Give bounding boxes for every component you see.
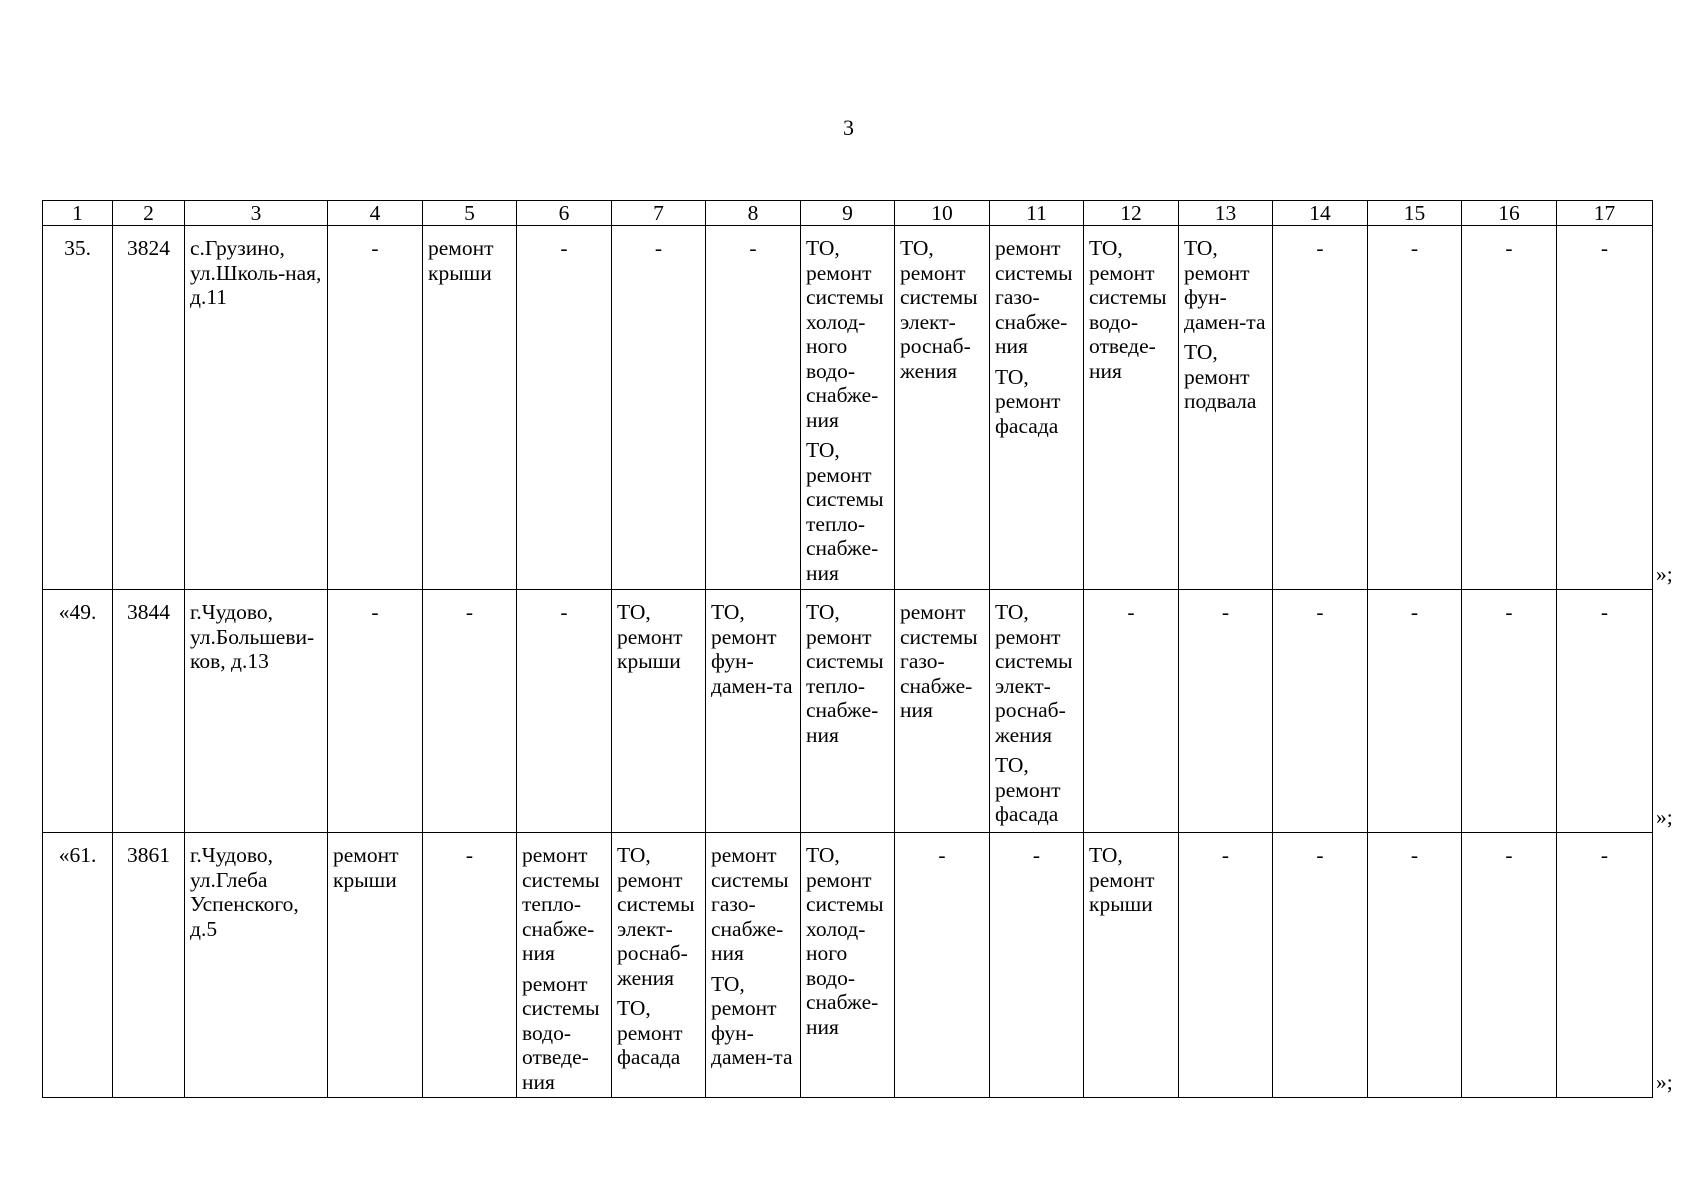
address-cell: г.Чудово, ул.Глеба Успенского, д.5 [185, 833, 328, 1098]
work-entry: ремонт системы тепло-снабже-ния [522, 843, 600, 965]
work-entry: - [1127, 600, 1135, 624]
work-entry: - [1032, 843, 1041, 867]
work-cell [990, 833, 1084, 1098]
work-cell [706, 590, 801, 833]
work-cell [801, 833, 895, 1098]
column-header: 8 [706, 201, 801, 226]
work-cell [1462, 226, 1557, 590]
work-cell [328, 833, 423, 1098]
work-entry: ТО, ремонт фасада [995, 753, 1061, 826]
work-entry: ремонт системы газо-снабже-ния [995, 236, 1073, 358]
column-header: 3 [185, 201, 328, 226]
work-entry: ТО, ремонт системы тепло-снабже-ния [806, 600, 884, 747]
column-header: 13 [1179, 201, 1273, 226]
work-cell [1084, 590, 1179, 833]
work-entry: - [1505, 843, 1513, 867]
table-row [43, 590, 1653, 833]
work-entry: ТО, ремонт системы элект-роснаб-жения [617, 843, 695, 990]
work-cell [1557, 590, 1653, 833]
column-number-row [43, 201, 1653, 226]
work-entry: - [1505, 600, 1513, 624]
column-header: 16 [1462, 201, 1557, 226]
column-header: 5 [423, 201, 517, 226]
work-entry: - [371, 236, 379, 260]
work-cell [328, 590, 423, 833]
work-cell [895, 833, 990, 1098]
work-entry: ремонт крыши [428, 236, 494, 285]
column-header: 12 [1084, 201, 1179, 226]
column-header: 2 [113, 201, 185, 226]
work-entry: ТО, ремонт системы элект-роснаб-жения [900, 236, 978, 383]
work-cell [1368, 833, 1462, 1098]
work-cell [990, 226, 1084, 590]
work-cell [801, 226, 895, 590]
column-header: 10 [895, 201, 990, 226]
column-header: 9 [801, 201, 895, 226]
work-entry: ТО, ремонт системы холод-ного водо-снабже-ния [806, 843, 884, 1039]
row-number-cell: 35. [43, 226, 113, 590]
work-entry: - [1316, 843, 1324, 867]
work-entry: - [1505, 236, 1513, 260]
work-cell [612, 226, 706, 590]
address-cell: с.Грузино, ул.Школь-ная, д.11 [185, 226, 328, 590]
table-row [43, 226, 1653, 590]
work-cell [423, 226, 517, 590]
work-entry: - [465, 843, 474, 867]
work-entry: - [1410, 600, 1419, 624]
work-entry: - [1410, 236, 1419, 260]
work-entry: ремонт крыши [333, 843, 399, 892]
table-row [43, 833, 1653, 1098]
row-closing-quote: »; [1656, 561, 1673, 586]
column-header: 11 [990, 201, 1084, 226]
work-cell [1462, 833, 1557, 1098]
building-code-cell: 3861 [113, 833, 185, 1098]
column-header: 15 [1368, 201, 1462, 226]
column-header: 4 [328, 201, 423, 226]
work-entry: ТО, ремонт крыши [1089, 843, 1155, 916]
work-entry: - [371, 600, 379, 624]
work-cell [1462, 590, 1557, 833]
repair-schedule-table [42, 200, 1653, 1098]
work-cell [1179, 226, 1273, 590]
column-header: 14 [1273, 201, 1368, 226]
work-cell [328, 226, 423, 590]
work-entry: - [1316, 236, 1324, 260]
work-cell [895, 226, 990, 590]
column-header: 7 [612, 201, 706, 226]
work-entry: - [938, 843, 946, 867]
work-cell [1179, 590, 1273, 833]
work-entry: - [654, 236, 663, 260]
work-cell [1368, 590, 1462, 833]
work-cell [612, 590, 706, 833]
work-entry: ремонт системы водо-отведе-ния [522, 971, 600, 1094]
work-cell [1273, 833, 1368, 1098]
work-cell [1273, 226, 1368, 590]
building-code-cell: 3824 [113, 226, 185, 590]
work-entry: ТО, ремонт фун-дамен-та [711, 600, 793, 698]
work-cell [423, 590, 517, 833]
work-cell [517, 590, 612, 833]
work-entry: ТО, ремонт фун-дамен-та [711, 971, 793, 1069]
work-entry: ремонт системы газо-снабже-ния [711, 843, 789, 965]
work-entry: ТО, ремонт фасада [617, 996, 683, 1069]
work-entry: ТО, ремонт системы холод-ного водо-снабже-ния [806, 236, 884, 432]
work-cell [1557, 226, 1653, 590]
address-cell: г.Чудово, ул.Большеви-ков, д.13 [185, 590, 328, 833]
work-cell [517, 226, 612, 590]
work-cell [706, 226, 801, 590]
work-entry: ТО, ремонт фун-дамен-та [1184, 236, 1266, 334]
row-number-cell: «49. [43, 590, 113, 833]
work-entry: - [1316, 600, 1324, 624]
building-code-cell: 3844 [113, 590, 185, 833]
work-entry: - [1600, 600, 1609, 624]
column-header: 6 [517, 201, 612, 226]
work-cell [1179, 833, 1273, 1098]
page-number: 3 [843, 115, 854, 140]
work-entry: - [560, 600, 568, 624]
work-entry: ТО, ремонт системы тепло-снабже-ния [806, 438, 884, 585]
work-entry: - [465, 600, 474, 624]
work-entry: - [560, 236, 568, 260]
work-cell [1557, 833, 1653, 1098]
work-cell [1273, 590, 1368, 833]
work-cell [706, 833, 801, 1098]
work-cell [895, 590, 990, 833]
work-entry: - [1600, 843, 1609, 867]
work-cell [423, 833, 517, 1098]
work-entry: - [1221, 600, 1230, 624]
work-entry: ТО, ремонт системы элект-роснаб-жения [995, 600, 1073, 747]
row-closing-quote: »; [1656, 1069, 1673, 1094]
work-entry: - [1221, 843, 1230, 867]
work-entry: - [749, 236, 757, 260]
work-entry: ремонт системы газо-снабже-ния [900, 600, 978, 722]
row-closing-quote: »; [1656, 804, 1673, 829]
work-cell [801, 590, 895, 833]
work-cell [990, 590, 1084, 833]
work-entry: ТО, ремонт крыши [617, 600, 683, 673]
column-header: 1 [43, 201, 113, 226]
work-cell [517, 833, 612, 1098]
work-entry: ТО, ремонт подвала [1184, 340, 1257, 413]
work-entry: ТО, ремонт фасада [995, 364, 1061, 438]
work-cell [1084, 226, 1179, 590]
work-cell [612, 833, 706, 1098]
work-entry: - [1410, 843, 1419, 867]
column-header: 17 [1557, 201, 1653, 226]
work-cell [1368, 226, 1462, 590]
work-entry: - [1600, 236, 1609, 260]
row-number-cell: «61. [43, 833, 113, 1098]
work-cell [1084, 833, 1179, 1098]
work-entry: ТО, ремонт системы водо-отведе-ния [1089, 236, 1167, 383]
